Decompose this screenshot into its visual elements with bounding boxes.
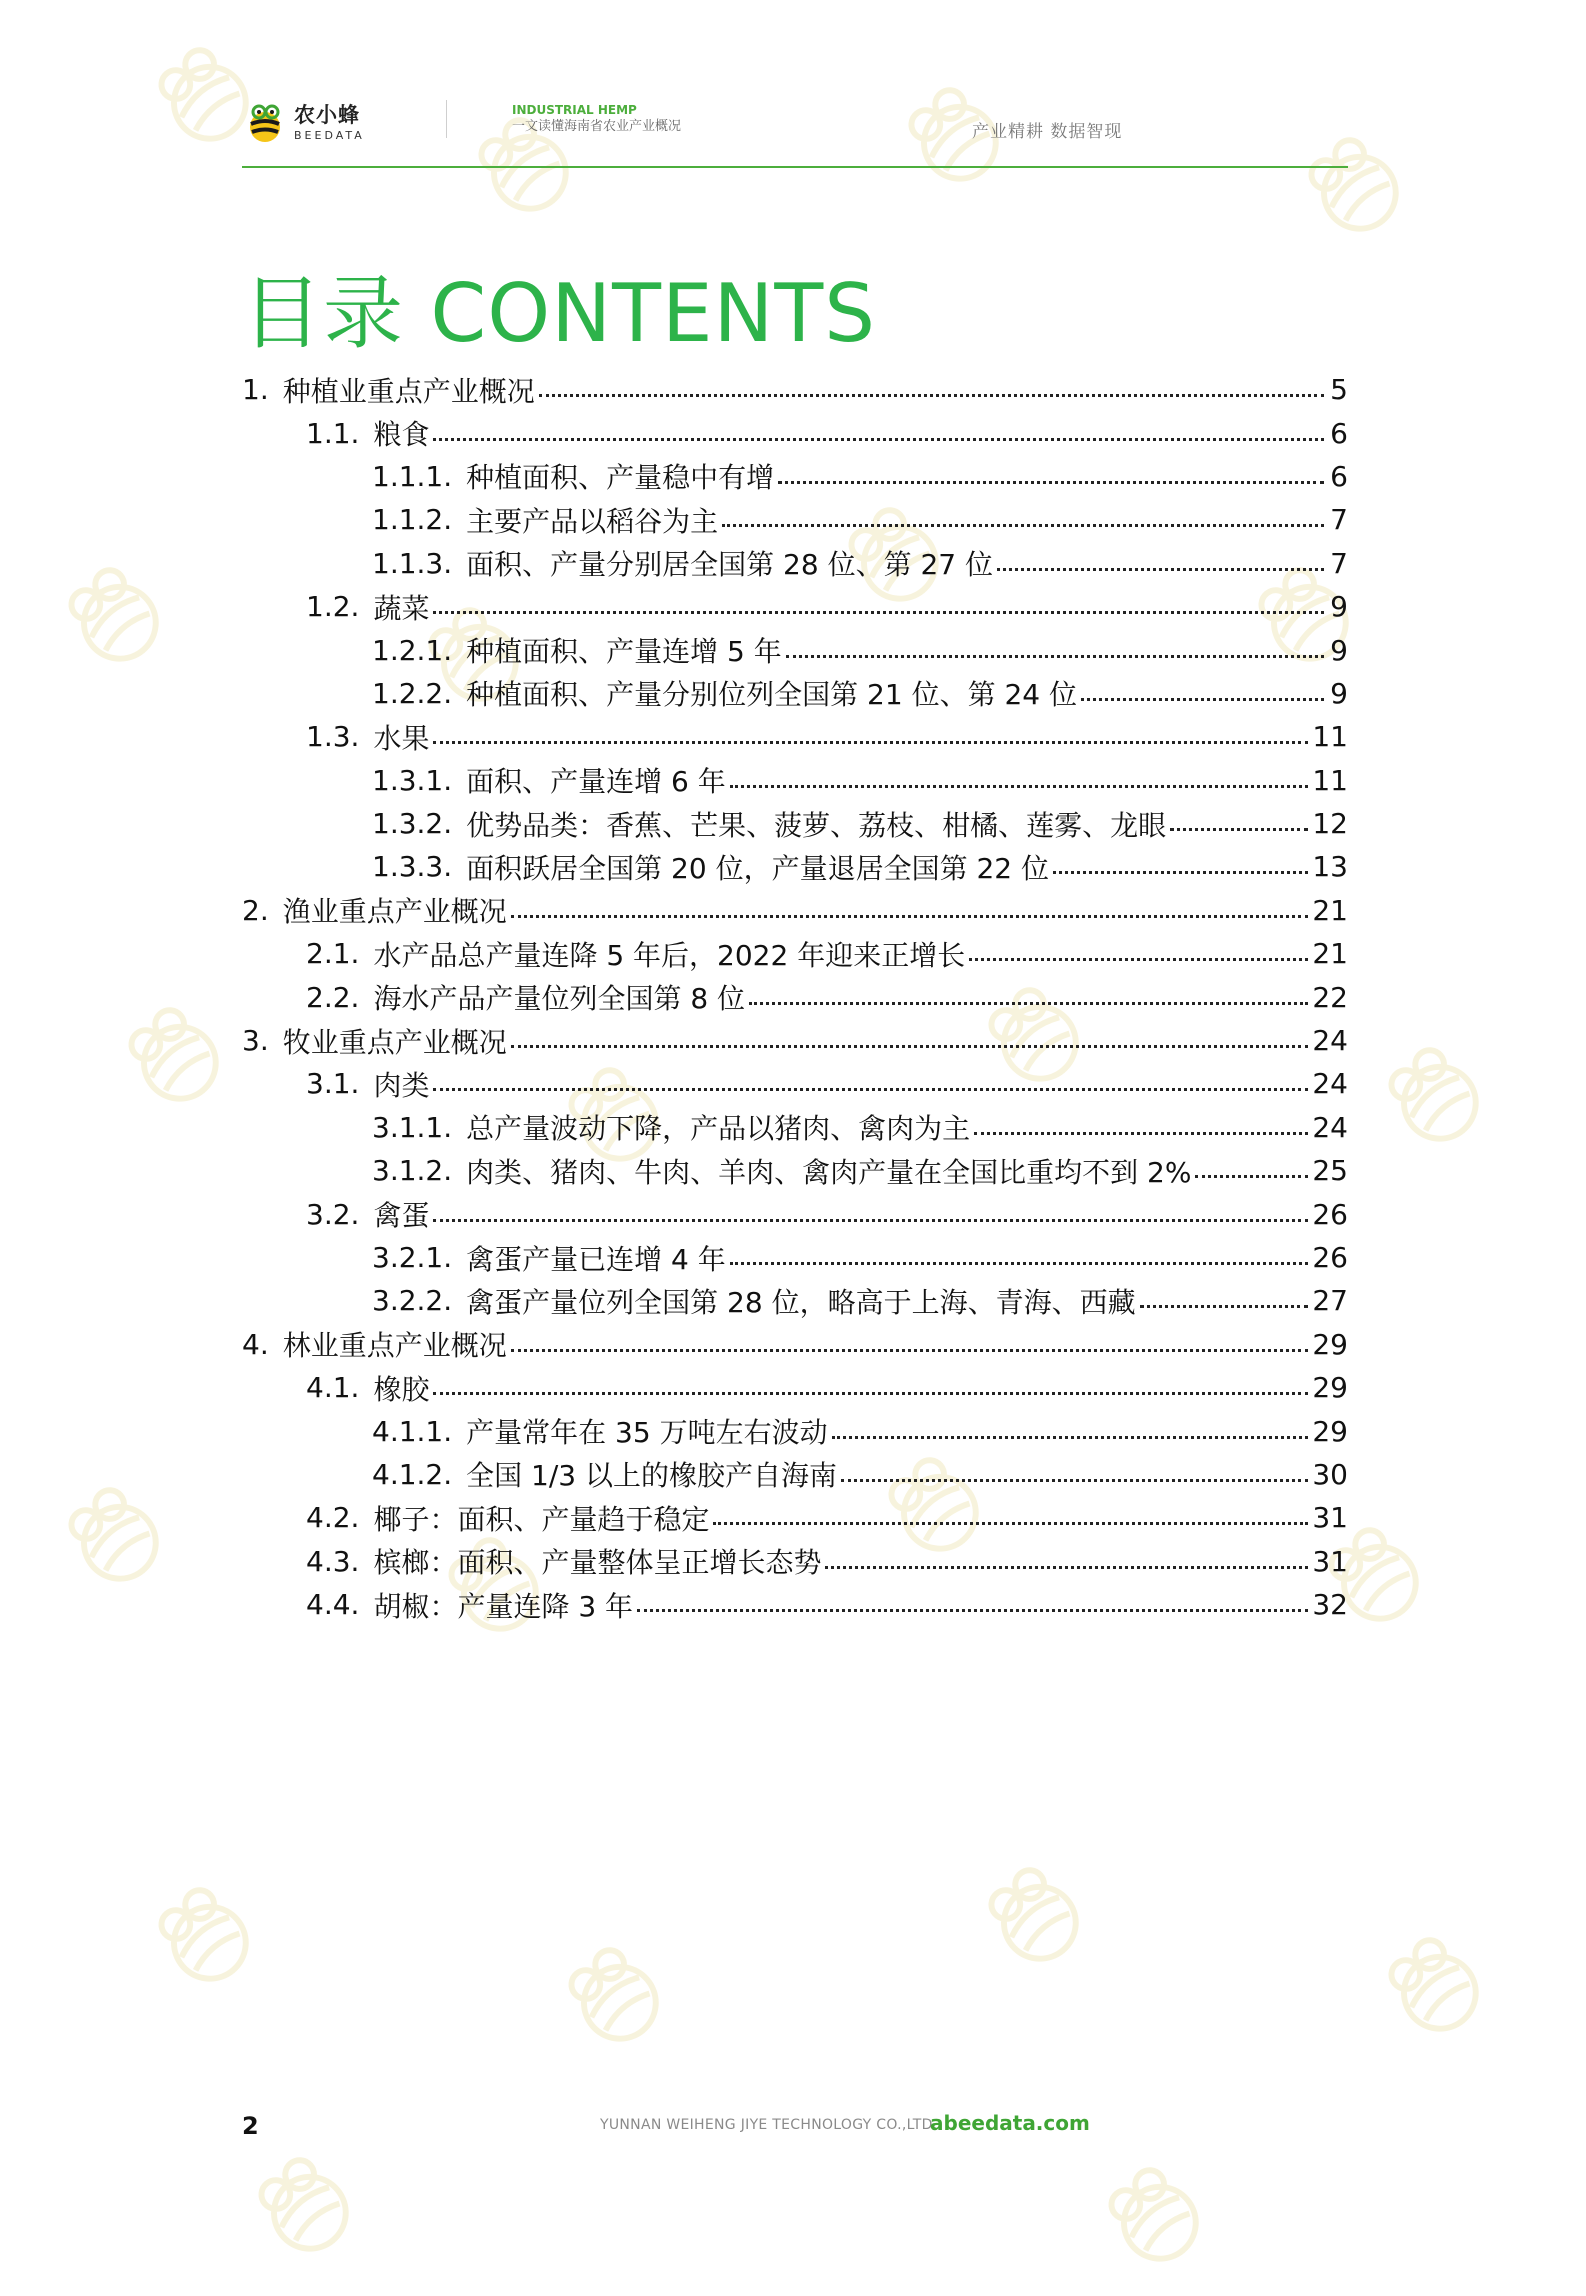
toc-dot-leader (511, 1349, 1309, 1352)
toc-entry-number: 2.2. (306, 980, 360, 1014)
toc-entry-number: 1.2.1. (372, 633, 453, 667)
toc-entry-page: 9 (1330, 590, 1348, 624)
toc-dot-leader (969, 958, 1308, 961)
toc-entry-number: 1.3. (306, 720, 360, 754)
toc-entry-number: 4.4. (306, 1588, 360, 1622)
toc-entry-title: 种植面积、产量稳中有增 (466, 461, 775, 495)
toc-dot-leader (778, 481, 1324, 484)
toc-dot-leader (786, 655, 1324, 658)
toc-entry-page: 9 (1330, 633, 1348, 667)
toc-entry-number: 3.1. (306, 1067, 360, 1101)
page-title: 目录 CONTENTS (242, 266, 877, 360)
toc-entry-number: 1.1.1. (372, 459, 453, 493)
toc-entry[interactable] (242, 1149, 1348, 1192)
toc-entry-number: 4.1.2. (372, 1457, 453, 1491)
toc-entry-number: 3.2. (306, 1197, 360, 1231)
toc-entry[interactable] (242, 1366, 1348, 1409)
toc-entry-page: 32 (1312, 1588, 1348, 1622)
toc-entry-page: 25 (1312, 1154, 1348, 1188)
toc-entry-page: 30 (1312, 1457, 1348, 1491)
toc-entry-number: 1.2.2. (372, 676, 453, 710)
toc-dot-leader (841, 1479, 1308, 1482)
toc-dot-leader (433, 1088, 1308, 1091)
toc-dot-leader (749, 1002, 1308, 1005)
brand-logo (242, 100, 365, 146)
header-divider (446, 100, 447, 138)
toc-entry-number: 1.1.2. (372, 503, 453, 537)
toc-entry-title: 禽蛋产量已连增 4 年 (466, 1242, 726, 1276)
toc-entry-number: 3.1.2. (372, 1154, 453, 1188)
toc-entry[interactable] (242, 1323, 1348, 1366)
toc-entry-page: 6 (1330, 459, 1348, 493)
toc-dot-leader (713, 1522, 1308, 1525)
watermark-bee-icon (956, 1838, 1114, 1996)
table-of-contents (242, 368, 1348, 1626)
toc-entry-title: 主要产品以稻谷为主 (466, 504, 719, 538)
toc-entry-page: 29 (1312, 1327, 1348, 1361)
toc-entry-title: 总产量波动下降，产品以猪肉、禽肉为主 (466, 1112, 971, 1146)
toc-entry-page: 11 (1312, 720, 1348, 754)
toc-entry-title: 面积、产量连增 6 年 (466, 765, 726, 799)
toc-dot-leader (825, 1566, 1308, 1569)
toc-entry-page: 12 (1312, 807, 1348, 841)
toc-entry-title: 橡胶 (373, 1372, 430, 1406)
watermark-bee-icon (126, 1858, 284, 2016)
toc-entry-page: 5 (1330, 373, 1348, 407)
toc-entry-title: 禽蛋 (373, 1199, 430, 1233)
toc-entry[interactable] (242, 1583, 1348, 1626)
toc-entry-page: 21 (1312, 937, 1348, 971)
watermark-bee-icon (1076, 2138, 1234, 2296)
toc-entry[interactable] (242, 845, 1348, 888)
toc-entry[interactable] (242, 889, 1348, 932)
toc-entry-page: 24 (1312, 1110, 1348, 1144)
watermark-bee-icon (1276, 108, 1434, 266)
watermark-bee-icon (1356, 1018, 1514, 1176)
toc-entry[interactable] (242, 542, 1348, 585)
toc-entry-title: 种植业重点产业概况 (282, 374, 535, 408)
toc-entry-number: 1.3.2. (372, 807, 453, 841)
toc-entry-page: 6 (1330, 416, 1348, 450)
toc-entry[interactable] (242, 368, 1348, 411)
toc-entry-number: 4.1.1. (372, 1414, 453, 1448)
toc-entry[interactable] (242, 1019, 1348, 1062)
toc-entry[interactable] (242, 1106, 1348, 1149)
toc-entry-title: 面积、产量分别居全国第 28 位、第 27 位 (466, 548, 994, 582)
toc-entry-number: 2. (242, 893, 269, 927)
toc-entry[interactable] (242, 1496, 1348, 1539)
toc-entry-title: 牧业重点产业概况 (282, 1025, 507, 1059)
logo-name-cn: 农小蜂 (294, 103, 360, 127)
toc-entry-page: 24 (1312, 1067, 1348, 1101)
toc-dot-leader (832, 1436, 1309, 1439)
toc-entry-number: 3.2.2. (372, 1284, 453, 1318)
toc-entry-page: 26 (1312, 1197, 1348, 1231)
toc-entry[interactable] (242, 715, 1348, 758)
toc-dot-leader (433, 611, 1324, 614)
toc-entry-title: 胡椒：产量连降 3 年 (373, 1589, 634, 1623)
toc-entry[interactable] (242, 975, 1348, 1018)
toc-entry-number: 3. (242, 1024, 269, 1058)
toc-entry-number: 2.1. (306, 937, 360, 971)
toc-entry-title: 水果 (373, 721, 430, 755)
toc-entry[interactable] (242, 1236, 1348, 1279)
toc-entry[interactable] (242, 585, 1348, 628)
toc-entry-title: 产量常年在 35 万吨左右波动 (466, 1416, 828, 1450)
toc-dot-leader (637, 1609, 1308, 1612)
watermark-bee-icon (226, 2128, 384, 2286)
toc-entry-title: 种植面积、产量连增 5 年 (466, 635, 782, 669)
toc-entry[interactable] (242, 455, 1348, 498)
toc-dot-leader (1170, 828, 1308, 831)
toc-entry-title: 肉类 (373, 1068, 430, 1102)
toc-entry-page: 31 (1312, 1501, 1348, 1535)
toc-entry-number: 4.1. (306, 1371, 360, 1405)
toc-entry-page: 29 (1312, 1414, 1348, 1448)
toc-entry[interactable] (242, 932, 1348, 975)
toc-dot-leader (730, 1262, 1309, 1265)
toc-entry-number: 1.1.3. (372, 546, 453, 580)
toc-entry[interactable] (242, 759, 1348, 802)
toc-entry-number: 4. (242, 1327, 269, 1361)
toc-dot-leader (1053, 871, 1308, 874)
toc-dot-leader (722, 524, 1324, 527)
toc-dot-leader (997, 568, 1324, 571)
header-slogan: 产业精耕 数据智现 (972, 122, 1123, 142)
toc-entry-title: 粮食 (373, 418, 430, 452)
toc-entry-title: 槟榔：面积、产量整体呈正增长态势 (373, 1546, 822, 1580)
toc-entry[interactable] (242, 1540, 1348, 1583)
toc-entry-title: 海水产品产量位列全国第 8 位 (373, 982, 746, 1016)
toc-entry-page: 21 (1312, 893, 1348, 927)
toc-entry-page: 31 (1312, 1544, 1348, 1578)
toc-dot-leader (539, 394, 1324, 397)
toc-entry-title: 水产品总产量连降 5 年后，2022 年迎来正增长 (373, 938, 966, 972)
page-number: 2 (242, 2112, 259, 2140)
toc-entry-page: 13 (1312, 850, 1348, 884)
toc-entry-number: 1.3.3. (372, 850, 453, 884)
toc-entry-title: 全国 1/3 以上的橡胶产自海南 (466, 1459, 838, 1493)
toc-entry-page: 27 (1312, 1284, 1348, 1318)
toc-entry-title: 种植面积、产量分别位列全国第 21 位、第 24 位 (466, 678, 1078, 712)
toc-entry-title: 渔业重点产业概况 (282, 895, 507, 929)
toc-entry[interactable] (242, 411, 1348, 454)
toc-entry-title: 禽蛋产量位列全国第 28 位，略高于上海、青海、西藏 (466, 1285, 1136, 1319)
toc-entry[interactable] (242, 1279, 1348, 1322)
toc-entry[interactable] (242, 628, 1348, 671)
toc-entry-number: 3.1.1. (372, 1110, 453, 1144)
toc-entry[interactable] (242, 498, 1348, 541)
toc-entry-title: 面积跃居全国第 20 位，产量退居全国第 22 位 (466, 851, 1050, 885)
toc-dot-leader (433, 438, 1324, 441)
toc-entry-title: 椰子：面积、产量趋于稳定 (373, 1502, 710, 1536)
toc-entry-title: 肉类、猪肉、牛肉、羊肉、禽肉产量在全国比重均不到 2% (466, 1155, 1192, 1189)
report-label (512, 102, 681, 136)
toc-dot-leader (1195, 1175, 1308, 1178)
toc-dot-leader (433, 741, 1308, 744)
toc-entry-number: 1.1. (306, 416, 360, 450)
watermark-bee-icon (1356, 1908, 1514, 2066)
toc-dot-leader (511, 915, 1309, 918)
report-label-en: INDUSTRIAL HEMP (512, 103, 637, 117)
toc-dot-leader (1140, 1305, 1309, 1308)
toc-entry-number: 1. (242, 373, 269, 407)
watermark-bee-icon (36, 1458, 194, 1616)
toc-entry-page: 22 (1312, 980, 1348, 1014)
toc-entry-page: 9 (1330, 676, 1348, 710)
toc-entry-page: 7 (1330, 546, 1348, 580)
watermark-bee-icon (96, 978, 254, 1136)
footer-company: YUNNAN WEIHENG JIYE TECHNOLOGY CO.,LTD. (600, 2117, 938, 2133)
toc-entry[interactable] (242, 1062, 1348, 1105)
logo-name-en: BEEDATA (294, 129, 365, 142)
toc-entry-title: 林业重点产业概况 (282, 1329, 507, 1363)
toc-entry-number: 1.2. (306, 590, 360, 624)
header-rule (242, 166, 1348, 168)
toc-entry[interactable] (242, 1453, 1348, 1496)
toc-entry-number: 1.3.1. (372, 763, 453, 797)
toc-entry-title: 优势品类：香蕉、芒果、菠萝、荔枝、柑橘、莲雾、龙眼 (466, 808, 1167, 842)
toc-entry-page: 29 (1312, 1371, 1348, 1405)
toc-dot-leader (1081, 698, 1324, 701)
toc-entry-page: 24 (1312, 1024, 1348, 1058)
toc-dot-leader (511, 1045, 1309, 1048)
toc-dot-leader (433, 1219, 1308, 1222)
watermark-bee-icon (536, 1918, 694, 2076)
toc-dot-leader (730, 785, 1309, 788)
watermark-bee-icon (126, 18, 284, 176)
toc-entry[interactable] (242, 802, 1348, 845)
report-label-cn: 一文读懂海南省农业产业概况 (512, 119, 682, 135)
toc-entry-page: 26 (1312, 1241, 1348, 1274)
toc-dot-leader (433, 1392, 1308, 1395)
watermark-bee-icon (36, 538, 194, 696)
toc-entry-number: 4.2. (306, 1501, 360, 1535)
toc-entry-page: 7 (1330, 503, 1348, 537)
toc-entry[interactable] (242, 1409, 1348, 1452)
toc-entry[interactable] (242, 672, 1348, 715)
toc-entry-title: 蔬菜 (373, 591, 430, 625)
toc-dot-leader (974, 1132, 1308, 1135)
bee-logo-icon (242, 100, 288, 146)
toc-entry-number: 4.3. (306, 1544, 360, 1578)
toc-entry[interactable] (242, 1192, 1348, 1235)
toc-entry-number: 3.2.1. (372, 1241, 453, 1274)
footer-website-link[interactable]: abeedata.com (930, 2111, 1090, 2135)
toc-entry-page: 11 (1312, 763, 1348, 797)
